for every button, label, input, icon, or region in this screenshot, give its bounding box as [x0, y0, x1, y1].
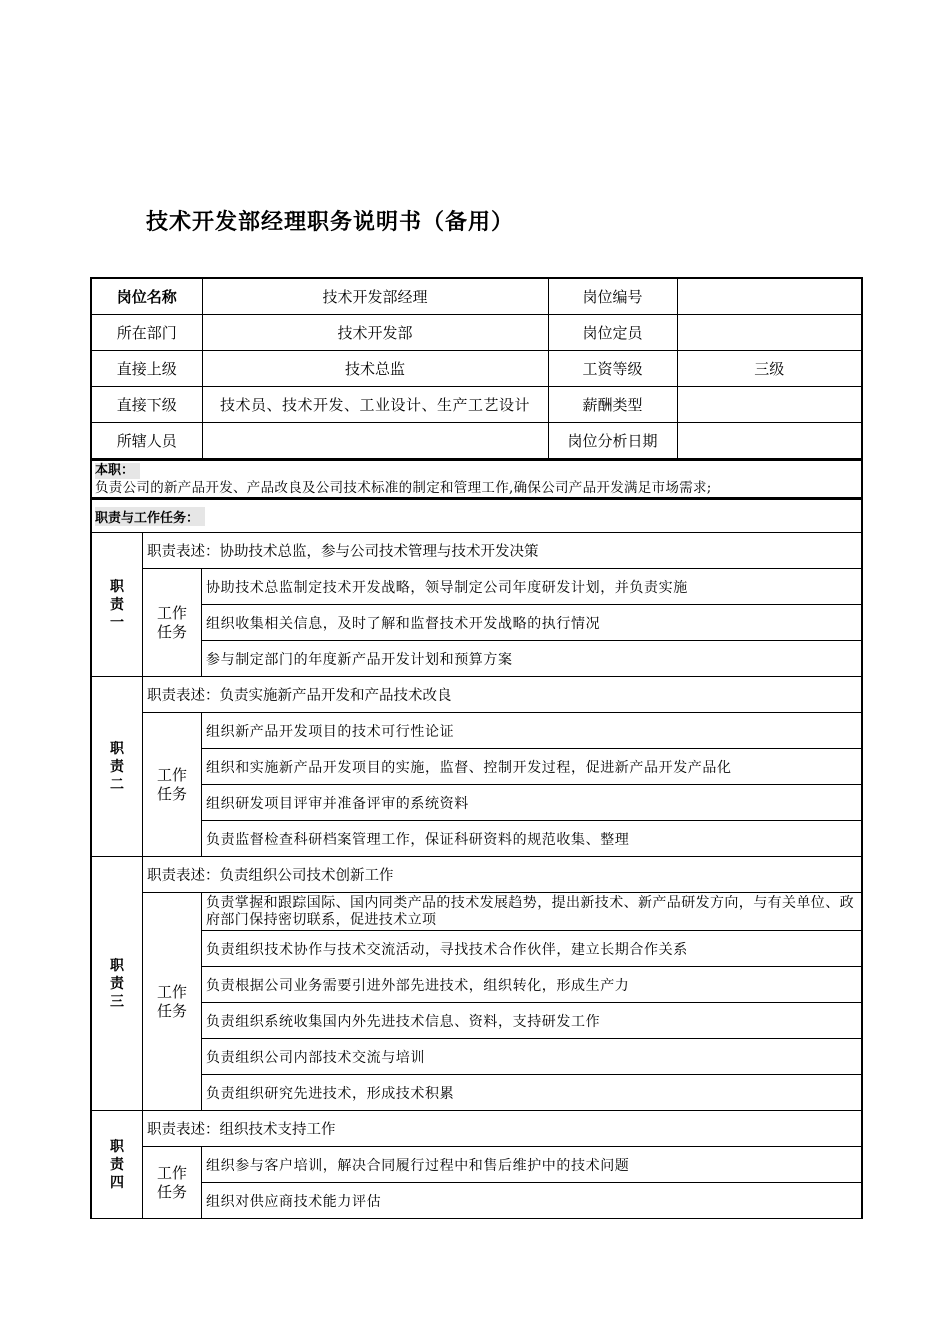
duty-body: [143, 533, 861, 676]
info-label: 所在部门: [92, 315, 202, 351]
info-value: [677, 315, 861, 351]
task-item: 负责监督检查科研档案管理工作，保证科研资料的规范收集、整理: [202, 820, 861, 856]
task-label: [143, 569, 202, 676]
task-item: 协助技术总监制定技术开发战略，领导制定公司年度研发计划，并负责实施: [206, 579, 688, 596]
task-item: 负责掌握和跟踪国际、国内同类产品的技术发展趋势，提出新技术、新产品研发方向，与有关单位、政府部门保持密切联系，促进技术立项: [206, 894, 854, 928]
duty-description-prefix: 职责表述：: [147, 1122, 220, 1138]
duty-description-text: 负责实施新产品开发和产品技术改良: [219, 688, 452, 704]
info-value: 技术员、技术开发、工业设计、生产工艺设计: [202, 387, 548, 423]
duty-label-char: 职: [110, 578, 124, 595]
task-label-line: 任务: [156, 785, 187, 803]
info-value: [677, 387, 861, 423]
task-label: [143, 1147, 202, 1218]
duty-label-char: 三: [110, 993, 124, 1010]
page-title: 技术开发部经理职务说明书（备用）: [146, 210, 515, 235]
duty-label-char: 责: [110, 1156, 124, 1173]
info-label: 岗位编号: [548, 279, 677, 315]
task-list: [202, 1147, 861, 1218]
duty-description-prefix: 职责表述：: [147, 868, 220, 884]
info-label: 岗位定员: [548, 315, 677, 351]
task-label: [143, 893, 202, 1110]
duty-description: [143, 1111, 861, 1147]
task-item: 组织对供应商技术能力评估: [202, 1182, 861, 1218]
duty-description: [143, 533, 861, 569]
duty-block: [92, 676, 861, 856]
info-row: [92, 315, 861, 351]
duty-description: [143, 677, 861, 713]
info-row: [92, 351, 861, 387]
info-label: 薪酬类型: [548, 387, 677, 423]
task-block: [143, 893, 861, 1110]
duty-label-char: 一: [110, 614, 124, 631]
task-item: 组织和实施新产品开发项目的实施，监督、控制开发过程，促进新产品开发产品化: [202, 748, 861, 784]
task-item: 组织参与客户培训，解决合同履行过程中和售后维护中的技术问题: [206, 1157, 630, 1174]
core-duty-label: 本职：: [95, 463, 140, 479]
info-row: [92, 387, 861, 423]
task-item: 负责根据公司业务需要引进外部先进技术，组织转化，形成生产力: [202, 966, 861, 1002]
task-label-line: 任务: [156, 1002, 187, 1020]
info-label: 直接下级: [92, 387, 202, 423]
task-label-line: 工作: [156, 983, 187, 1001]
info-row: [92, 279, 861, 315]
task-item: 组织收集相关信息，及时了解和监督技术开发战略的执行情况: [202, 604, 861, 640]
duty-body: [143, 677, 861, 856]
info-value: 三级: [677, 351, 861, 387]
task-label-line: 工作: [156, 766, 187, 784]
task-block: [143, 713, 861, 856]
duty-label-char: 二: [110, 776, 124, 793]
task-item: 组织新产品开发项目的技术可行性论证: [206, 723, 455, 740]
task-block: [143, 1147, 861, 1218]
duty-label: [92, 1111, 143, 1218]
duty-label-char: 责: [110, 758, 124, 775]
duty-body: [143, 1111, 861, 1218]
info-value: 技术总监: [202, 351, 548, 387]
duty-label: [92, 857, 143, 1110]
duty-body: [143, 857, 861, 1110]
duties-container: [92, 532, 861, 1219]
task-item: 负责组织公司内部技术交流与培训: [202, 1038, 861, 1074]
duty-description-prefix: 职责表述：: [147, 688, 220, 704]
duty-block: [92, 1110, 861, 1219]
task-item: 负责组织系统收集国内外先进技术信息、资料，支持研发工作: [202, 1002, 861, 1038]
info-value: [202, 423, 548, 459]
duty-description: [143, 857, 861, 893]
duty-description-prefix: 职责表述：: [147, 544, 220, 560]
info-label: 岗位分析日期: [548, 423, 677, 459]
job-description-table: [90, 277, 863, 1219]
core-duty-section: [92, 459, 861, 498]
task-block: [143, 569, 861, 676]
task-label-line: 任务: [156, 623, 187, 641]
task-label-line: 工作: [156, 1164, 187, 1182]
duty-label-char: 职: [110, 957, 124, 974]
info-value: 技术开发部经理: [202, 279, 548, 315]
task-item: 负责组织技术协作与技术交流活动，寻找技术合作伙伴，建立长期合作关系: [202, 930, 861, 966]
position-info-table: [92, 279, 861, 459]
task-list: [202, 569, 861, 676]
duty-label-char: 责: [110, 975, 124, 992]
task-label: [143, 713, 202, 856]
responsibilities-header: [92, 498, 861, 532]
duty-description-text: 协助技术总监，参与公司技术管理与技术开发决策: [219, 544, 539, 560]
duty-label: [92, 677, 143, 856]
duty-label-char: 职: [110, 1138, 124, 1155]
duty-label-char: 职: [110, 740, 124, 757]
info-value: [677, 423, 861, 459]
responsibilities-label: 职责与工作任务：: [95, 507, 205, 526]
info-label: 工资等级: [548, 351, 677, 387]
task-item: 组织研发项目评审并准备评审的系统资料: [202, 784, 861, 820]
duty-description-text: 组织技术支持工作: [219, 1122, 336, 1138]
duty-block: [92, 856, 861, 1110]
info-label: 所辖人员: [92, 423, 202, 459]
duty-block: [92, 532, 861, 676]
task-list: [202, 893, 861, 1110]
info-value: [677, 279, 861, 315]
task-label-line: 任务: [156, 1183, 187, 1201]
duty-description-text: 负责组织公司技术创新工作: [219, 868, 394, 884]
task-item: 参与制定部门的年度新产品开发计划和预算方案: [202, 640, 861, 676]
info-label: 岗位名称: [92, 279, 202, 315]
task-item: 负责组织研究先进技术，形成技术积累: [202, 1074, 861, 1110]
info-label: 直接上级: [92, 351, 202, 387]
task-list: [202, 713, 861, 856]
duty-label: [92, 533, 143, 676]
info-value: 技术开发部: [202, 315, 548, 351]
task-label-line: 工作: [156, 604, 187, 622]
core-duty-text: 负责公司的新产品开发、产品改良及公司技术标准的制定和管理工作,确保公司产品开发满足市场需求;: [95, 480, 712, 496]
duty-label-char: 四: [110, 1174, 124, 1191]
info-row: [92, 423, 861, 459]
duty-label-char: 责: [110, 596, 124, 613]
